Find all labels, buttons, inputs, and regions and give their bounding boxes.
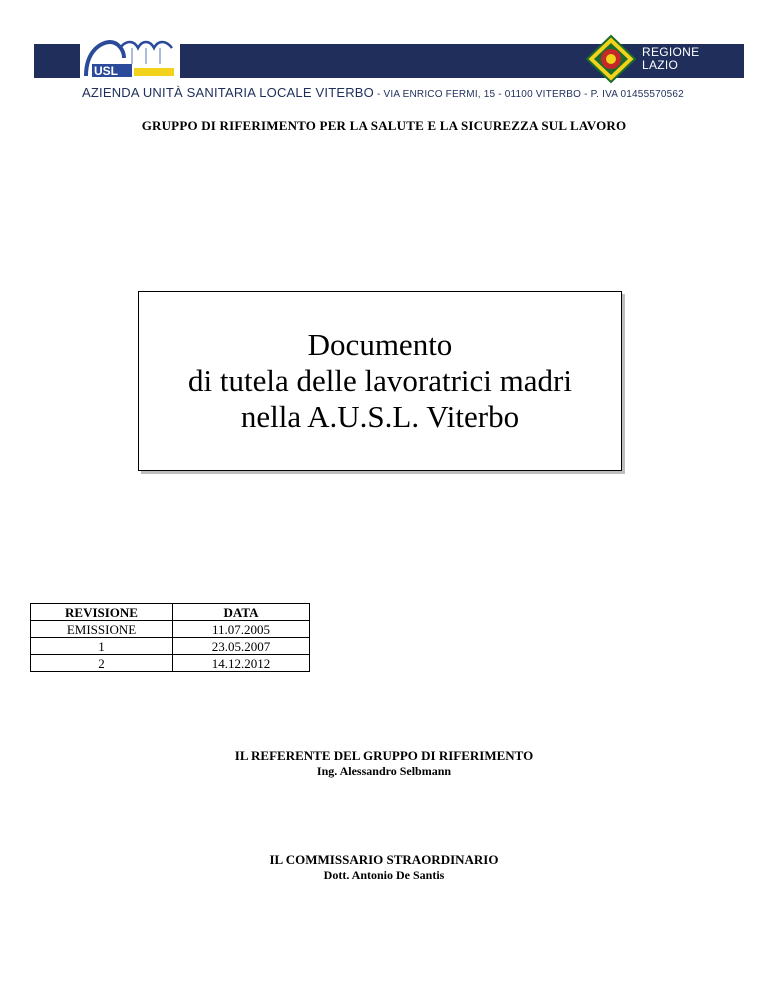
signature-block-referente — [0, 748, 768, 779]
title-line-3: nella A.U.S.L. Viterbo — [240, 399, 520, 434]
revision-cell: 2 — [31, 655, 173, 672]
agency-name: AZIENDA UNITÀ SANITARIA LOCALE VITERBO — [82, 85, 374, 100]
date-cell: 23.05.2007 — [173, 638, 310, 655]
table-row — [31, 638, 310, 655]
title-line-2: di tutela delle lavoratrici madri — [188, 363, 572, 398]
regione-lazio-crest-icon — [585, 34, 637, 84]
column-header-date: DATA — [173, 604, 310, 621]
revision-cell: EMISSIONE — [31, 621, 173, 638]
signature-role: IL COMMISSARIO STRAORDINARIO — [269, 852, 499, 867]
region-line-1: REGIONE — [642, 45, 700, 59]
revision-table — [30, 603, 310, 672]
group-title: GRUPPO DI RIFERIMENTO PER LA SALUTE E LA SICUREZZA SUL LAVORO — [141, 118, 627, 133]
revision-cell: 1 — [31, 638, 173, 655]
region-label — [642, 46, 699, 72]
signature-block-commissario — [0, 852, 768, 883]
signature-name: Ing. Alessandro Selbmann — [316, 764, 452, 778]
ausl-logo-icon — [80, 36, 180, 80]
table-row — [31, 655, 310, 672]
table-header-row — [31, 604, 310, 621]
region-line-2: LAZIO — [642, 58, 679, 72]
document-title — [188, 327, 572, 435]
document-title-box — [138, 291, 622, 471]
agency-address: - VIA ENRICO FERMI, 15 - 01100 VITERBO - P. IVA 01455570562 — [373, 89, 684, 100]
logo-text: USL — [94, 64, 118, 78]
letterhead — [0, 0, 768, 110]
agency-info — [82, 85, 684, 100]
date-cell: 11.07.2005 — [173, 621, 310, 638]
title-line-1: Documento — [307, 327, 453, 362]
signature-role: IL REFERENTE DEL GRUPPO DI RIFERIMENTO — [234, 748, 534, 763]
column-header-revision: REVISIONE — [31, 604, 173, 621]
table-row — [31, 621, 310, 638]
date-cell: 14.12.2012 — [173, 655, 310, 672]
signature-name: Dott. Antonio De Santis — [323, 868, 445, 882]
